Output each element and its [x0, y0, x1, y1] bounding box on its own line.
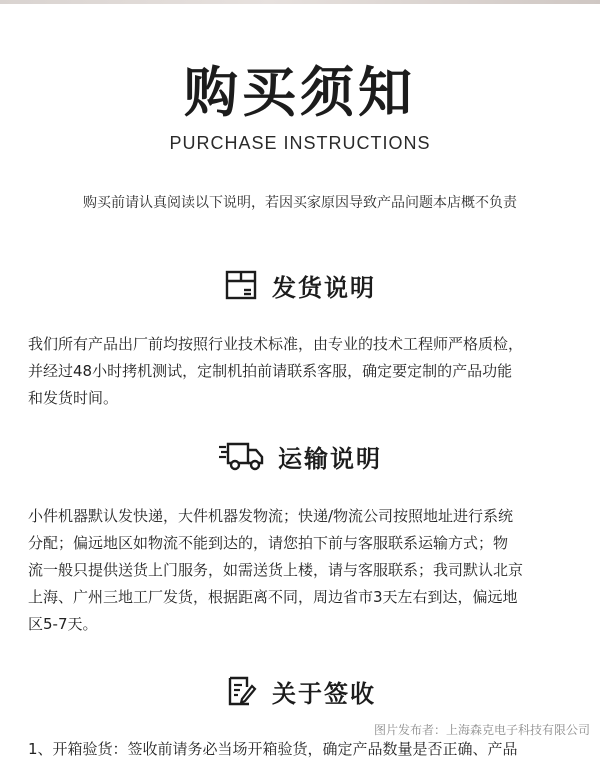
section-heading-transport: 运输说明	[278, 444, 382, 473]
package-box-icon	[224, 268, 258, 302]
body-line: 并经过48小时拷机测试，定制机拍前请联系客服，确定要定制的产品功能	[28, 362, 513, 380]
section-body-receipt-line: 1、开箱验货：签收前请务必当场开箱验货，确定产品数量是否正确、产品	[28, 740, 518, 758]
section-body-shipping	[28, 331, 573, 412]
page-title: 购买须知	[184, 61, 416, 124]
body-line: 我们所有产品出厂前均按照行业技术标准，由专业的技术工程师严格质检，	[28, 335, 524, 353]
publisher-watermark: 图片发布者：上海森克电子科技有限公司	[373, 723, 590, 737]
body-line: 小件机器默认发快递，大件机器发物流；快递/物流公司按照地址进行系统	[28, 507, 514, 525]
section-header-shipping	[0, 265, 600, 305]
section-body-transport	[28, 503, 573, 638]
clipboard-sign-icon	[224, 674, 258, 708]
delivery-truck-icon	[218, 439, 264, 473]
page-subtitle: PURCHASE INSTRUCTIONS	[169, 133, 431, 153]
section-header-transport	[0, 436, 600, 476]
purchase-notice: 购买前请认真阅读以下说明，若因买家原因导致产品问题本店概不负责	[83, 195, 517, 211]
section-heading-receipt: 关于签收	[272, 679, 376, 708]
section-heading-shipping: 发货说明	[272, 273, 376, 302]
body-line: 和发货时间。	[28, 389, 119, 407]
body-line: 上海、广州三地工厂发货，根据距离不同，周边省市3天左右到达，偏远地	[28, 588, 518, 606]
body-line: 流一般只提供送货上门服务，如需送货上楼，请与客服联系；我司默认北京	[28, 561, 524, 579]
body-line: 区5-7天。	[28, 615, 98, 633]
section-header-receipt	[0, 671, 600, 711]
top-banner-strip	[0, 0, 600, 4]
body-line: 分配；偏远地区如物流不能到达的，请您拍下前与客服联系运输方式；物	[28, 534, 509, 552]
